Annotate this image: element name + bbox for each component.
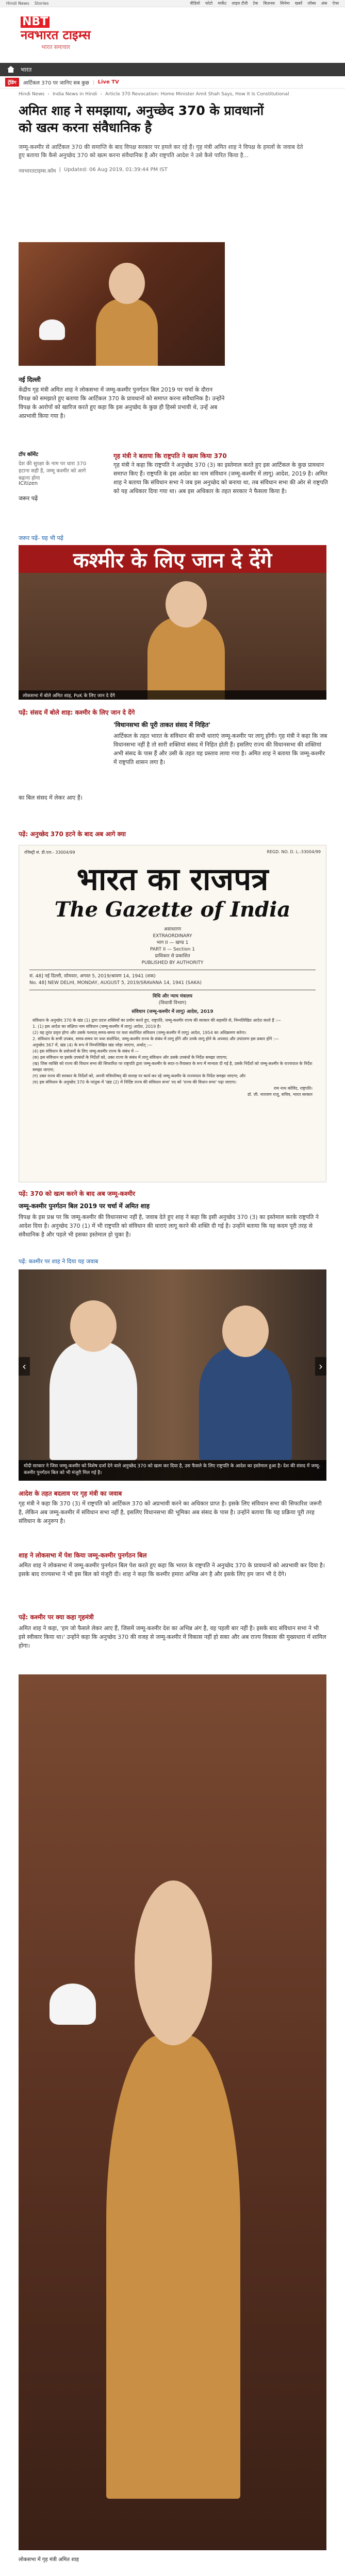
topbar-link-stories[interactable]: Stories [34,1,49,6]
top-comment-heading: टॉप कॉमेंट [19,452,39,457]
gazette-body-line: डॉ. जी. नारायण राजू, सचिव, भारत सरकार [247,1092,313,1097]
gazette-body-line: अनुच्छेद 367 में, खंड (4) के रूप में निम्नलिखित खंड जोड़ा जाएगा, अर्थात् :— [32,1043,153,1047]
main-nav [0,63,345,76]
trending-divider [93,80,94,85]
top-utility-bar [0,0,345,7]
section4-paragraph: विपक्ष के इस प्रश्न पर कि जम्मू-कश्मीर की विधानसभा नहीं है, जवाब देते हुए शाह ने कहा कि इसी अनुच्छेद 370 (3) का इस्तेमाल करके राष्ट्रपति ने आदेश दिया है। अनुच्छेद 370 (1) में भी राष्ट्रपति को संविधान की धाराएं लागू करने की शक्ति दी गई है। उन्होंने बताया कि यह कदम पूरी तरह से संवैधानिक है और पहले भी इसका इस्तेमाल हो चुका है। [19,1214,319,1238]
trending-badge: ट्रेंडिंग [5,78,19,87]
section5-paragraph: गृह मंत्री ने कहा कि 370 (3) में राष्ट्रपति को आर्टिकल 370 को अप्रभावी करने का अधिकार प्राप्त है। इसके लिए संविधान सभा की सिफारिश जरूरी है, लेकिन अब जम्मू-कश्मीर में संविधान सभा नहीं है, इसलिए विधानसभा की भूमिका अब संसद के पास है। उन्होंने बताया कि यह प्रक्रिया पूरी तरह संविधान के अनुरूप है। [19,1500,322,1524]
trending-bar [0,76,345,89]
gazette-order: संविधान (जम्मू-कश्मीर में लागू) आदेश, 2019 [132,1009,213,1014]
gazette-extra-en: EXTRAORDINARY [153,934,192,939]
topbar-link-6[interactable]: सिनेमा [280,1,290,6]
parliament-caption: लोकसभा में बोले अमित शाह, PoK के लिए जान दे देंगे [19,690,326,700]
gazette-extra: असाधारण [163,927,182,932]
closing-photo-figure [106,2035,240,2499]
nav-item-india[interactable]: भारत [21,66,32,73]
section7-title[interactable]: पढ़ें: कश्मीर पर क्या कहा गृहमंत्री [19,1614,94,1621]
gazette-top [19,845,326,859]
breadcrumb-item-0[interactable]: Hindi News [19,92,45,97]
article-intro: केंद्रीय गृह मंत्री अमित शाह ने लोकसभा में जम्मू-कश्मीर पुनर्गठन बिल 2019 पर चर्चा के दौरान विपक्ष को समझाते हुए बताया कि आर्टिकल 370 के प्रावधानों को समाप्त करना संवैधानिक है। उन्होंने विपक्ष के आरोपों को खारिज करते हुए कहा कि इस अनुच्छेद के कुछ ही हिस्से प्रभावी थे, उन्हें अब अप्रभावी किया गया है। [19,386,225,419]
section7-paragraph: अमित शाह ने कहा, 'हम जो फैसले लेकर आए हैं, जिसमें जम्मू-कश्मीर देश का अभिन्न अंग है, वह पहली बार नहीं है। इसके बाद संविधान सभा ने भी इसे स्वीकार किया था।' उन्होंने कहा कि अनुच्छेद 370 की वजह से जम्मू-कश्मीर में विकास नहीं हो सका और अब राज्य विकास की मुख्यधारा में शामिल होगा। [19,1625,326,1649]
gazette-body-line: (क) इस संविधान या इसके उपबंधों के निर्देशों को, उक्त राज्य के संबंध में लागू संविधान और उसके उपबंधों के निर्देश समझा जाएगा; [32,1055,228,1060]
gallery-caption: मोदी सरकार ने जिस जम्मू-कश्मीर को विशेष दर्जा देने वाले अनुच्छेद 370 को खत्म कर दिया है, उस फैसले के लिए राष्ट्रपति के आदेश का इस्तेमाल हुआ है। देश की संसद में जम्मू-कश्मीर पुनर्गठन बिल को भी मंजूरी मिल गई है। [19,1460,326,1481]
gallery-figure-right [199,1347,292,1460]
section2-paragraph: आर्टिकल के तहत भारत के संविधान की सभी धाराएं जम्मू-कश्मीर पर लागू होंगी। गृह मंत्री ने कहा कि जब विधानसभा नहीं है तो सारी शक्तियां संसद में निहित होती हैं। इसलिए राज्य की विधानसभा की शक्तियां अभी संसद के पास हैं और उसी के तहत यह प्रस्ताव लाया गया है। अमित शाह ने बताया कि जम्मू-कश्मीर में राष्ट्रपति शासन लगा है। [113,733,327,766]
dateline: नई दिल्ली [19,376,41,383]
gazette-body-line: (ख) जिस व्यक्ति को राज्य की विधान सभा की सिफारिश पर राष्ट्रपति द्वारा जम्मू-कश्मीर के सदर-ए-रियासत के रूप में मान्यता दी गई है, उसके निर्देशों को जम्मू-कश्मीर के राज्यपाल के निर्देश समझा जाएगा; [32,1061,313,1072]
meta-source: नवभारतटाइम्स.कॉम [19,168,56,174]
topbar-link-10[interactable]: ऐप्स [332,1,339,6]
must-read-label: जरूर पढ़ें [19,495,38,502]
gallery-next-icon[interactable]: › [315,1357,326,1376]
section4-more-link[interactable]: पढ़ें: कश्मीर पर शाह ने दिया यह जवाब [19,1258,98,1265]
section5-title: आदेश के तहत बदलाव पर गृह मंत्री का जवाब [19,1490,122,1497]
topbar-link-5[interactable]: बिज़नस [263,1,275,6]
trending-item[interactable]: आर्टिकल 370 पर जानिए सब कुछ [23,80,89,86]
gallery-figure-right-head [222,1306,269,1357]
gazette-body-line: संविधान के अनुच्छेद 370 के खंड (1) द्वारा प्रदत्त शक्तियों का प्रयोग करते हुए, राष्ट्रपति, जम्मू-कश्मीर राज्य की सरकार की सहमति से, निम्नलिखित आदेश करते हैं :— [32,1018,281,1023]
closing-photo-head [135,1880,212,2045]
section1-related-link[interactable]: जरूर पढ़ें- यह भी पढ़ें [19,535,63,541]
section6-title: शाह ने लोकसभा में पेश किया जम्मू-कश्मीर पुनर्गठन बिल [19,1552,147,1559]
gazette-body-line: (घ) इस संविधान के अनुच्छेद 370 के परंतुक में 'खंड (2) में निर्दिष्ट राज्य की संविधान सभा' पद को 'राज्य की विधान सभा' पढ़ा जाएगा। [32,1080,237,1084]
gallery-slider[interactable] [19,1269,326,1481]
gazette-title-english: The Gazette of India [54,897,291,922]
site-logo[interactable] [21,16,103,42]
parliament-figure [147,617,225,700]
topbar-link-0[interactable]: वीडियो [190,1,200,6]
breadcrumb-item-1[interactable]: India News in Hindi [52,92,97,97]
topbar-link-8[interactable]: जॉब्स [307,1,316,6]
gazette-body-line: 1. (1) इस आदेश का संक्षिप्त नाम संविधान (जम्मू-कश्मीर में लागू) आदेश, 2019 है। [32,1024,161,1029]
gallery-figure-left [50,1342,137,1460]
breadcrumb-chevron-icon: › [100,92,102,97]
gazette-auth: प्राधिकार से प्रकाशित [155,954,190,959]
topbar-link-9[interactable]: अंक [321,1,327,6]
lead-photo-head [109,263,145,304]
meta-divider: | [59,167,61,173]
meta-updated: Updated: 06 Aug 2019, 01:39:44 PM IST [63,167,168,173]
gazette-issue-en: No. 48] NEW DELHI, MONDAY, AUGUST 5, 2019/SRAVANA 14, 1941 (SAKA) [29,980,202,986]
closing-photo-bg-person [50,1984,96,2025]
gazette-ministry-en: (विधायी विभाग) [158,1001,187,1006]
gazette-body-line: 2. संविधान के सभी उपबंध, समय-समय पर यथा संशोधित, जम्मू-कश्मीर राज्य के संबंध में लागू होंगे और उनके लागू होने के अपवाद और उपांतरण इस प्रकार होंगे :— [32,1037,279,1041]
section1-title: गृह मंत्री ने बताया कि राष्ट्रपति ने खत्म किया 370 [113,452,227,460]
gazette-part: भाग II — खण्ड 1 [156,940,189,945]
breadcrumb [0,89,345,100]
topbar-link-2[interactable]: मार्केट [218,1,227,6]
gazette-reg-english: REGD. NO. D. L.-33004/99 [267,850,321,854]
section1-paragraph: गृह मंत्री ने कहा कि राष्ट्रपति ने अनुच्छेद 370 (3) का इस्तेमाल करते हुए इस आर्टिकल के कुछ प्रावधान समाप्त किए हैं। राष्ट्रपति के इस आदेश का नाम संविधान (जम्मू-कश्मीर में लागू) आदेश, 2019 है। अमित शाह ने बताया कि संविधान सभा ने जब इस अनुच्छेद को बनाया था, तब संविधान सभा की ओर से राष्ट्रपति को यह अधिकार दिया गया था। अब इस अधिकार के तहत सरकार ने फैसला किया है। [113,462,328,495]
section6-paragraph: अमित शाह ने लोकसभा में जम्मू-कश्मीर पुनर्गठन बिल पेश करते हुए कहा कि भारत के राष्ट्रपति ने अनुच्छेद 370 के प्रावधानों को अप्रभावी कर दिया है। इसके बाद राज्यसभा ने भी इस बिल को मंजूरी दी। शाह ने कहा कि कश्मीर हमारा अभिन्न अंग है और इसके लिए हम जान भी दे देंगे। [19,1562,325,1578]
topbar-link-1[interactable]: फोटो [205,1,213,6]
parliament-photo[interactable] [19,545,326,700]
section4-title[interactable]: पढ़ें: 370 को खत्म करने के बाद अब जम्मू-कश्मीर [19,1190,136,1197]
live-tv-link[interactable]: Live TV [97,79,119,85]
topbar-link-4[interactable]: टेक [253,1,258,6]
gazette-body-line: (ग) उक्त राज्य की सरकार के निर्देशों को, अपनी मंत्रिपरिषद् की सलाह पर कार्य कर रहे जम्मू-कश्मीर के राज्यपाल के निर्देश समझा जाएगा; और [32,1074,245,1078]
breadcrumb-item-2: Article 370 Revocation: Home Minister Amit Shah Says, How It Is Constitutional [105,92,289,97]
topbar-link-3[interactable]: लाइव टीवी [232,1,248,6]
gazette-reg-hindi: रजिस्ट्री सं. डी.एल.- 33004/99 [24,850,75,855]
section2-subtitle: 'विधानसभा की पूरी ताकत संसद में निहित' [113,721,211,728]
section-label: भारत समाचार [41,44,71,50]
closing-photo[interactable] [19,1674,326,2550]
gallery-figure-left-head [70,1300,117,1352]
parliament-figure-head [166,581,207,628]
gazette-image[interactable] [19,845,326,1182]
gazette-title-hindi: भारत का राजपत्र [76,861,269,897]
topbar-link-hindi-news[interactable]: Hindi News [6,1,29,6]
gazette-body-line: (4) इस संविधान के प्रयोजनों के लिए जम्मू-कश्मीर राज्य के संबंध में — [32,1049,139,1054]
lead-photo-bg-person [39,319,65,340]
section2-title[interactable]: पढ़ें: संसद में बोले शाह: कश्मीर के लिए जान दे देंगे [19,709,135,716]
section3-title[interactable]: पढ़ें: अनुच्छेद 370 हटने के बाद अब आगे क्या [19,831,126,838]
quote-banner [19,545,326,573]
gazette-auth-en: PUBLISHED BY AUTHORITY [141,960,204,965]
gazette-ministry: विधि और न्याय मंत्रालय [153,994,192,999]
brand-header [0,7,345,63]
topbar-link-7[interactable]: खबरें [294,1,303,6]
quote-banner-text: कश्मीर के लिए जान दे देंगे [73,548,272,572]
logo-hindi-text: नवभारत टाइम्स [21,28,91,42]
gazette-issue: सं. 48] नई दिल्ली, सोमवार, अगस्त 5, 2019/श्रावण 14, 1941 (शक) [29,974,156,979]
logo-nbt-text: NBT [21,16,50,28]
gazette-body-line: राम नाथ कोविंद, राष्ट्रपति। [273,1086,313,1091]
top-comment-text: देश की सुरक्षा के नाम पर धारा 370 हटाना सही है, जम्मू कश्मीर को आगे बढ़ाना होगा [19,461,87,481]
section2-tail: का बिल संसद में लेकर आए हैं। [19,794,83,801]
article-meta [19,167,326,179]
breadcrumb-chevron-icon: › [47,92,50,97]
home-icon[interactable] [6,66,15,73]
gallery-prev-icon[interactable]: ‹ [19,1357,30,1376]
closing-photo-caption: लोकसभा में गृह मंत्री अमित शाह [19,2557,79,2563]
section4-subtitle: जम्मू-कश्मीर पुनर्गठन बिल 2019 पर चर्चा में अमित शाह [19,1202,150,1210]
gazette-part-en: PART II — Section 1 [150,947,195,952]
article-summary: जम्मू-कश्मीर से आर्टिकल 370 की समाप्ति के बाद विपक्ष सरकार पर हमले कर रहे हैं। गृह मंत्री अमित शाह ने विपक्ष के हमलों के जवाब देते हुए बताया कि कैसे अनुच्छेद 370 को खत्म करना संवैधानिक है और राष्ट्रपति आदेश ने उसे कैसे पारित किया है... [19,144,303,159]
gazette-body-line: (2) यह तुरंत प्रवृत्त होगा और उसके पश्चात् समय-समय पर यथा संशोधित संविधान (जम्मू-कश्मीर में लागू) आदेश, 1954 का अधिक्रमण करेगा। [32,1030,247,1035]
lead-photo[interactable] [19,242,225,366]
lead-photo-figure [96,299,158,366]
gazette-body [19,1018,326,1098]
top-comment-author: ICitizen [19,481,38,486]
article-headline: अमित शाह ने समझाया, अनुच्छेद 370 के प्रावधानों को खत्म करना संवैधानिक है [19,103,264,135]
